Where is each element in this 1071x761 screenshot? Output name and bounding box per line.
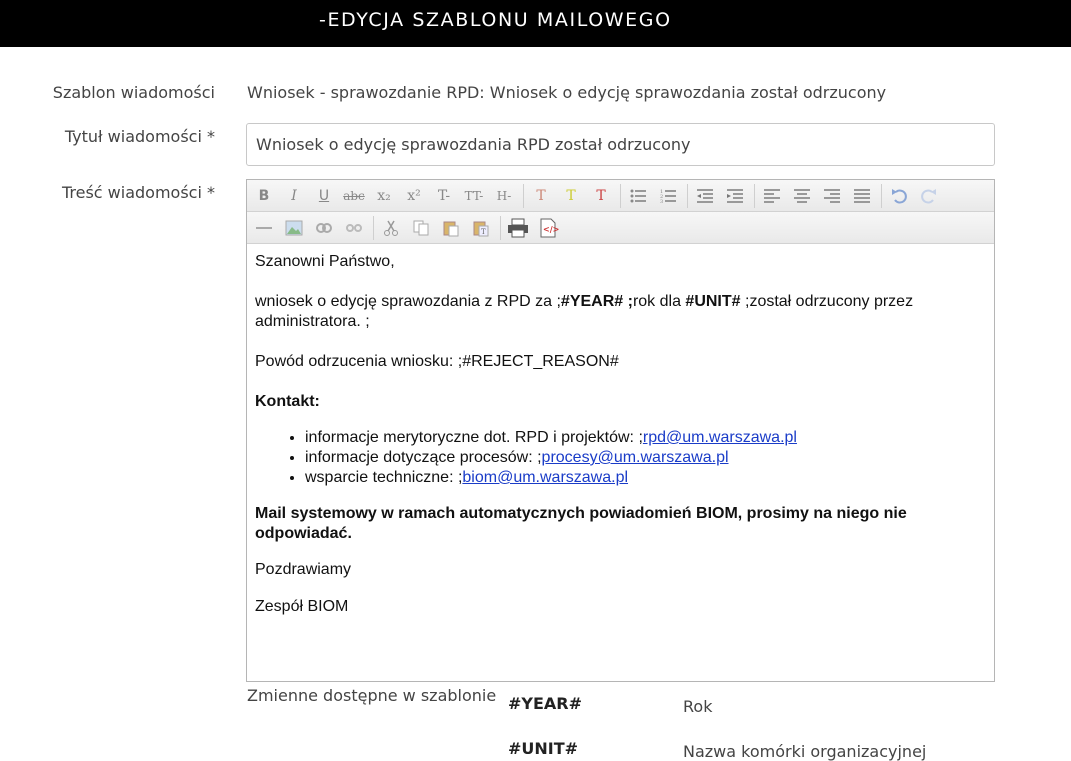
year-variable: #YEAR# ; <box>560 293 633 310</box>
toolbar-divider <box>523 184 524 208</box>
toolbar-divider <box>687 184 688 208</box>
toolbar-divider <box>500 216 501 240</box>
bullet-list-icon[interactable] <box>627 185 649 207</box>
regards-text: Pozdrawiamy <box>255 561 352 578</box>
svg-text:2: 2 <box>660 193 664 200</box>
font-size-button[interactable]: TT- <box>464 188 484 203</box>
paste-icon[interactable] <box>440 217 462 239</box>
contact-desc: informacje dotyczące procesów: ; <box>305 449 542 466</box>
template-label: Szablon wiadomości <box>52 83 215 102</box>
toolbar-divider <box>881 184 882 208</box>
svg-text:1: 1 <box>660 188 664 195</box>
contact-email-link[interactable]: procesy@um.warszawa.pl <box>541 449 729 466</box>
align-right-icon[interactable] <box>821 185 843 207</box>
align-center-icon[interactable] <box>791 185 813 207</box>
toolbar-divider <box>373 216 374 240</box>
page-title: -EDYCJA SZABLONU MAILOWEGO <box>319 9 672 31</box>
rejection-paragraph <box>255 292 986 332</box>
contact-heading <box>255 392 986 412</box>
svg-text:T: T <box>481 227 486 236</box>
align-justify-icon[interactable] <box>851 185 873 207</box>
variables-label: Zmienne dostępne w szablonie <box>247 686 497 705</box>
contact-desc: wsparcie techniczne: ; <box>305 469 463 486</box>
variable-name: #UNIT# <box>508 739 579 758</box>
greeting-text: Szanowni Państwo, <box>255 253 395 270</box>
subject-label: Tytuł wiadomości * <box>64 127 215 146</box>
heading-button[interactable]: H- <box>496 188 512 203</box>
outdent-icon[interactable] <box>694 185 716 207</box>
signature-text: Zespół BIOM <box>255 598 349 615</box>
bold-button[interactable]: B <box>258 187 270 204</box>
print-icon[interactable] <box>507 217 529 239</box>
clear-format-button[interactable]: T <box>596 187 606 204</box>
contact-email-link[interactable]: biom@um.warszawa.pl <box>462 469 629 486</box>
toolbar-divider <box>754 184 755 208</box>
superscript-button[interactable]: x² <box>407 187 421 204</box>
rejection-text-c: rok dla <box>632 293 686 310</box>
editor-content[interactable] <box>247 244 994 617</box>
text-color-button[interactable]: T <box>536 187 546 204</box>
reason-text: Powód odrzucenia wniosku: ;#REJECT_REASON# <box>255 353 619 370</box>
contact-list <box>255 428 986 488</box>
subscript-button[interactable]: x₂ <box>377 187 391 204</box>
toolbar-divider <box>620 184 621 208</box>
rich-text-editor[interactable] <box>246 179 995 682</box>
unit-variable: #UNIT# <box>685 293 741 310</box>
highlight-button[interactable]: T <box>566 187 576 204</box>
paste-text-icon[interactable] <box>470 217 492 239</box>
svg-text:3: 3 <box>660 198 664 205</box>
contact-email-link[interactable]: rpd@um.warszawa.pl <box>642 429 797 446</box>
link-icon[interactable] <box>313 217 335 239</box>
rejection-text-a: wniosek o edycję sprawozdania z RPD za ; <box>255 293 561 310</box>
subject-input[interactable] <box>246 123 995 166</box>
numbered-list-icon[interactable] <box>657 185 679 207</box>
italic-button[interactable]: I <box>291 187 297 204</box>
contact-desc: informacje merytoryczne dot. RPD i projektów: ; <box>305 429 643 446</box>
svg-text:</>: </> <box>543 223 560 234</box>
redo-icon[interactable] <box>918 185 940 207</box>
variable-name: #YEAR# <box>508 694 583 713</box>
align-left-icon[interactable] <box>761 185 783 207</box>
list-item <box>305 428 986 448</box>
horizontal-line-icon[interactable] <box>253 217 275 239</box>
notice-paragraph <box>255 504 986 544</box>
editor-toolbar-row-1 <box>247 180 994 212</box>
image-icon[interactable] <box>283 217 305 239</box>
underline-button[interactable]: U <box>318 187 330 204</box>
source-code-icon[interactable] <box>537 217 559 239</box>
strikethrough-button[interactable]: abc <box>343 188 365 203</box>
list-item <box>305 448 986 468</box>
body-label: Treść wiadomości * <box>61 183 215 202</box>
indent-icon[interactable] <box>724 185 746 207</box>
rejection-text-e: ;został odrzucony przez administratora. ; <box>255 293 914 330</box>
variable-description: Rok <box>683 697 713 716</box>
variable-description: Nazwa komórki organizacyjnej <box>683 742 927 761</box>
top-bar <box>0 0 1071 47</box>
notice-text: Mail systemowy w ramach automatycznych powiadomień BIOM, prosimy na niego nie odpowiadać. <box>255 505 907 542</box>
font-family-button[interactable]: T- <box>437 187 451 204</box>
undo-icon[interactable] <box>888 185 910 207</box>
unlink-icon[interactable] <box>343 217 365 239</box>
template-value: Wniosek - sprawozdanie RPD: Wniosek o edycję sprawozdania został odrzucony <box>247 83 887 102</box>
copy-icon[interactable] <box>410 217 432 239</box>
editor-toolbar-row-2 <box>247 212 994 244</box>
contact-heading-text: Kontakt: <box>255 393 320 410</box>
cut-icon[interactable] <box>380 217 402 239</box>
list-item <box>305 468 986 488</box>
